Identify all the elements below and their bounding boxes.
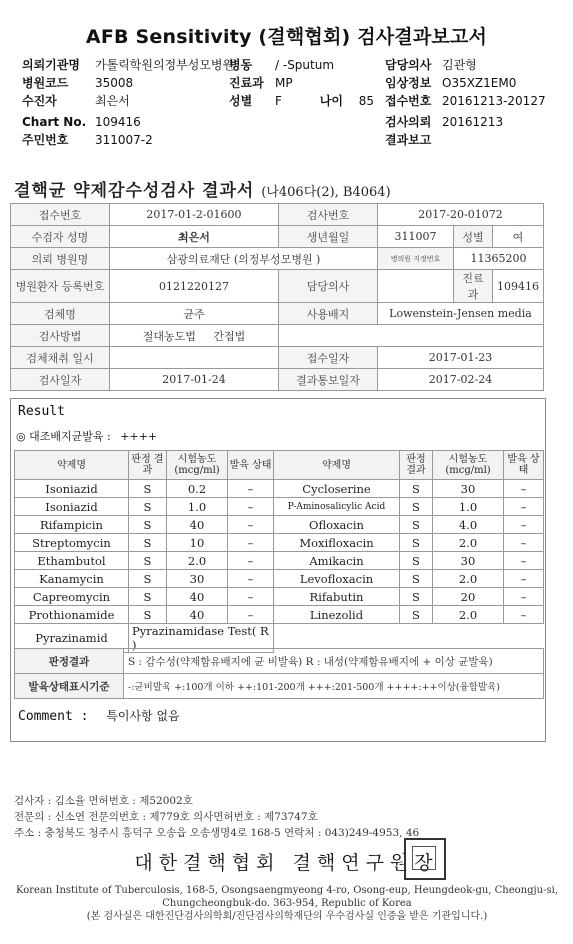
method-1: 절대농도법 [142,329,196,343]
receipt-no: 20161213-20127 [442,94,546,108]
header-meta-left [22,56,86,149]
doctor-value [378,270,454,303]
report-title [14,176,391,201]
institute-en: Korean Institute of Tuberculosis, 168-5, Osongsaengmyeong 4-ro, Osong-eup, Heungdeok-gu, Cheongju-si, Chungcheongbuk-do. 363-954, Republic of Korea [16,885,558,909]
header-meta-right [385,56,431,149]
drug-judge: S [400,480,433,498]
hospital-code: 35008 [95,76,134,90]
chart-no: 109416 [95,115,141,129]
ward: / -Sputum [275,58,335,72]
collect-value [110,347,279,369]
notify-value: 2017-02-24 [378,369,544,391]
hospital-value: 삼광의료재단 (의정부성모병원 ) [110,248,378,270]
col-judge-right: 판정 결과 [400,451,433,480]
header-meta-mid-values [275,56,374,110]
drug-conc: 40 [167,588,228,606]
footer-line-3: 주소 : 충청북도 청주시 흥덕구 오송읍 오송생명4로 168-5 연락처 : 043)249-4953, 46 [14,827,420,839]
test-no-label: 검사번호 [279,204,378,226]
drug-conc: 30 [433,480,504,498]
col-drug-right: 약제명 [274,451,400,480]
comment [18,707,180,724]
drug-judge: S [400,588,433,606]
drug-conc: 2.0 [433,570,504,588]
clinical-info: O35XZ1EM0 [442,76,517,90]
table-row [15,588,544,606]
drug-growth: – [504,606,544,624]
drug-judge: S [129,480,167,498]
institute-address-en [6,884,568,923]
header-title: AFB Sensitivity (결핵협회) 검사결과보고서 [85,26,488,48]
drug-name: Cycloserine [274,480,400,498]
resident-no: 311007-2 [95,133,153,147]
table-row [15,606,544,624]
header-meta-right-values [442,56,546,131]
drug-growth: – [228,606,274,624]
growth-legend-text: -:균비발육 +:100개 이하 ++:101-200개 +++:201-500개 ++++:++이상(융합발육) [124,674,544,699]
age-label: 나이 [319,94,343,108]
resident-no-label: 주민번호 [22,133,69,147]
drug-conc: 2.0 [167,552,228,570]
drug-conc: 1.0 [167,498,228,516]
department: MP [275,76,293,90]
drug-growth: – [228,534,274,552]
hospital-label: 의뢰 병원명 [11,248,110,270]
sex: F [275,94,282,108]
drug-judge: S [129,534,167,552]
growth-legend-label: 발육상태표시기준 [15,674,124,699]
institute-name-ko: 대한결핵협회 결핵연구원장 [134,852,439,874]
patient-label: 수검자 성명 [11,226,110,248]
drug-name: Ethambutol [15,552,129,570]
col-conc-left: 시험농도 (mcg/ml) [167,451,228,480]
method-2: 간접법 [213,329,246,343]
patient-value: 최은서 [110,226,279,248]
table-row [15,534,544,552]
drug-conc: 30 [433,552,504,570]
official-seal [404,838,446,880]
patient-info-table [10,203,544,391]
table-row [15,516,544,534]
drug-judge: S [129,588,167,606]
growth-value: ++++ [120,430,158,443]
drug-judge: S [400,570,433,588]
drug-conc: 2.0 [433,534,504,552]
receipt-value: 2017-01-2-01600 [110,204,279,226]
report-label: 결과보고 [385,133,432,147]
dept-label: 진료과 [454,270,493,303]
collect-label: 검체채취 일시 [11,347,110,369]
drug-name: Capreomycin [15,588,129,606]
col-growth-right: 발육 상태 [504,451,544,480]
drug-name: Isoniazid [15,498,129,516]
clinical-info-label: 임상정보 [385,76,432,90]
drug-name: Levofloxacin [274,570,400,588]
drug-judge: S [129,498,167,516]
drug-conc: 0.2 [167,480,228,498]
comment-label: Comment : [18,709,89,724]
birth-label: 생년월일 [279,226,378,248]
reg-value: 0121220127 [110,270,279,303]
doctor-label-cell: 담당의사 [279,270,378,303]
drug-growth: – [504,588,544,606]
drug-conc: 2.0 [433,606,504,624]
medium-value: Lowenstein-Jensen media [378,303,544,325]
dept-value: 109416 [493,270,544,303]
specimen-label: 검체명 [11,303,110,325]
collector-label: 수진자 [22,94,57,108]
ordering-hospital-label: 의뢰기관명 [22,58,80,72]
col-drug-left: 약제명 [15,451,129,480]
drug-growth: – [228,498,274,516]
drug-name: Moxifloxacin [274,534,400,552]
sex-label-cell: 성별 [454,226,493,248]
drug-name: Kanamycin [15,570,129,588]
birth-value: 311007 [378,226,454,248]
test-date-value: 2017-01-24 [110,369,279,391]
drug-name: Amikacin [274,552,400,570]
drug-judge: S [129,552,167,570]
drug-growth: – [228,570,274,588]
drug-judge: S [129,516,167,534]
header-meta-mid [229,56,264,110]
judge-legend-label: 판정결과 [15,649,124,674]
drug-growth: – [228,552,274,570]
comment-text: 특이사항 없음 [106,709,180,723]
drug-growth: – [228,588,274,606]
table-row [15,480,544,498]
drug-conc: 1.0 [433,498,504,516]
recv-label: 접수일자 [279,347,378,369]
drug-growth: – [504,516,544,534]
drug-name: Prothionamide [15,606,129,624]
judge-legend-text: S : 감수성(약제함유배지에 균 비발육) R : 내성(약제함유배지에 + 이상 균발육) [124,649,544,674]
method-blank [279,325,544,347]
recv-value: 2017-01-23 [378,347,544,369]
receipt-label: 접수번호 [11,204,110,226]
drug-name: Ofloxacin [274,516,400,534]
drug-name: Streptomycin [15,534,129,552]
chart-no-label: Chart No. [22,115,87,129]
method-label: 검사방법 [11,325,110,347]
reg-label: 병원환자 등록번호 [11,270,110,303]
report-title-suffix: (나406다(2), B4064) [261,185,391,200]
method-value [110,325,279,347]
report-title-main: 결핵균 약제감수성검사 결과서 [14,181,255,201]
col-judge-left: 판정 결과 [129,451,167,480]
table-row [15,570,544,588]
medium-label: 사용배지 [279,303,378,325]
designation-value: 11365200 [454,248,544,270]
col-conc-right: 시험농도 (mcg/ml) [433,451,504,480]
designation-label: 병의원 지정번호 [378,248,454,270]
pza-value: Pyrazinamidase Test( R ) [129,624,274,653]
table-row [15,498,544,516]
drug-conc: 20 [433,588,504,606]
drug-conc: 4.0 [433,516,504,534]
age: 85 [358,94,375,108]
drug-name: P-Aminosalicylic Acid [274,498,400,516]
drug-sensitivity-table [14,450,544,653]
drug-judge: S [129,570,167,588]
footer-line-2: 전문의 : 신소연 전문의번호 : 제779호 의사면허번호 : 제73747호 [14,811,318,823]
drug-growth: – [504,498,544,516]
header-meta-left-values [95,56,234,149]
request-date: 20161213 [442,115,504,129]
drug-name: Rifampicin [15,516,129,534]
drug-judge: S [400,516,433,534]
drug-judge: S [129,606,167,624]
drug-name: Linezolid [274,606,400,624]
drug-name: Isoniazid [15,480,129,498]
footer-line-1: 검사자 : 김소율 면허번호 : 제52002호 [14,795,193,807]
collector: 최은서 [95,94,130,108]
doctor-label: 담당의사 [385,58,432,72]
drug-judge: S [400,552,433,570]
notify-label: 결과통보일자 [279,369,378,391]
sex-value: 여 [493,226,544,248]
legend-table [14,648,544,699]
drug-conc: 10 [167,534,228,552]
drug-conc: 40 [167,606,228,624]
drug-growth: – [504,570,544,588]
result-heading: Result [18,404,65,419]
drug-growth: – [504,480,544,498]
growth-label: ◎ 대조배지균발육 : [16,430,111,443]
drug-growth: – [228,516,274,534]
drug-growth: – [504,534,544,552]
drug-conc: 30 [167,570,228,588]
drug-judge: S [400,606,433,624]
col-growth-left: 발육 상태 [228,451,274,480]
ward-label: 병동 [229,58,253,72]
test-no-value: 2017-20-01072 [378,204,544,226]
drug-growth: – [504,552,544,570]
drug-judge: S [400,534,433,552]
request-label: 검사의뢰 [385,115,432,129]
drug-judge: S [400,498,433,516]
test-date-label: 검사일자 [11,369,110,391]
sex-label: 성별 [229,94,253,108]
drug-name: Rifabutin [274,588,400,606]
drug-growth: – [228,480,274,498]
pza-name: Pyrazinamid [15,624,129,653]
receipt-no-label: 접수번호 [385,94,432,108]
specimen-value: 균주 [110,303,279,325]
department-label: 진료과 [229,76,264,90]
ordering-hospital: 가톨릭학원의정부성모병원 [95,58,235,72]
control-growth [16,428,157,444]
hospital-code-label: 병원코드 [22,76,69,90]
cert-note: (본 검사실은 대한진단검사의학회/진단검사의학재단의 우수검사실 인증을 받은 기관입니다.) [86,911,488,922]
drug-conc: 40 [167,516,228,534]
table-row [15,552,544,570]
doctor: 김관형 [442,58,477,72]
